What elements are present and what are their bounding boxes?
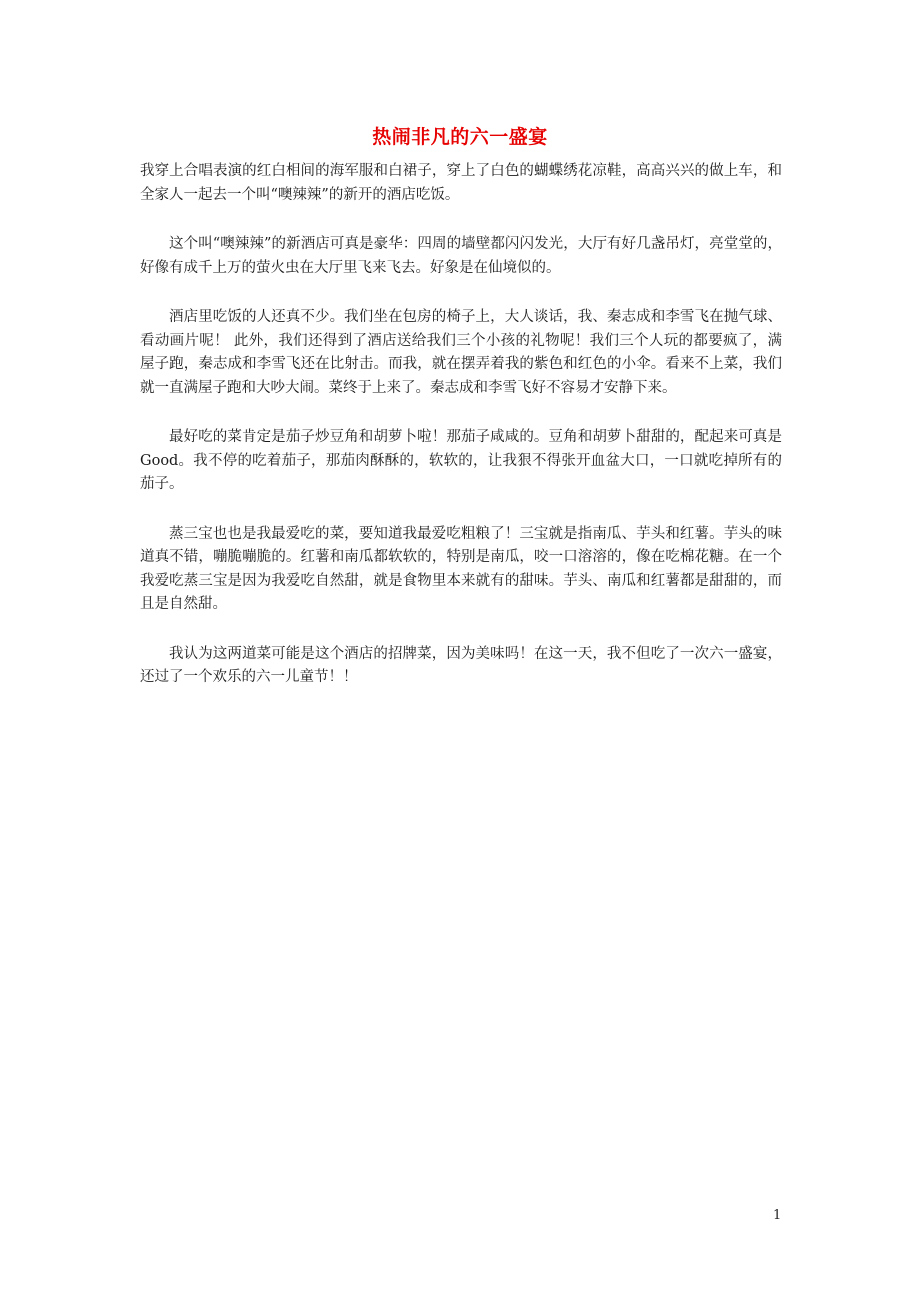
- document-body: [140, 160, 782, 716]
- page-number: 1: [773, 1208, 782, 1223]
- paragraph: 酒店里吃饭的人还真不少。我们坐在包房的椅子上，大人谈话，我、秦志成和李雪飞在抛气球、看动画片呢！ 此外，我们还得到了酒店送给我们三个小孩的礼物呢！我们三个人玩的都要疯了，满屋子跑，秦志成和李雪飞还在比射击。而我，就在摆弄着我的紫色和红色的小伞。看来不上菜，我们就一直满屋子跑和大吵大闹。菜终于上来了。秦志成和李雪飞好不容易才安静下来。: [140, 309, 782, 396]
- paragraph: 这个叫“噢辣辣”的新酒店可真是豪华：四周的墙壁都闪闪发光，大厅有好几盏吊灯，亮堂堂的，好像有成千上万的萤火虫在大厅里飞来飞去。好象是在仙境似的。: [140, 236, 782, 276]
- paragraph: 蒸三宝也也是我最爱吃的菜，要知道我最爱吃粗粮了！三宝就是指南瓜、芋头和红薯。芋头的味道真不错，嘣脆嘣脆的。红薯和南瓜都软软的，特别是南瓜，咬一口溶溶的，像在吃棉花糖。在一个我爱吃蒸三宝是因为我爱吃自然甜，就是食物里本来就有的甜味。芋头、南瓜和红薯都是甜甜的，而且是自然甜。: [140, 525, 782, 612]
- paragraph: 我穿上合唱表演的红白相间的海军服和白裙子，穿上了白色的蝴蝶绣花凉鞋，高高兴兴的做上车，和全家人一起去一个叫“噢辣辣”的新开的酒店吃饭。: [140, 163, 782, 203]
- paragraph: 我认为这两道菜可能是这个酒店的招牌菜，因为美味吗！在这一天，我不但吃了一次六一盛宴，还过了一个欢乐的六一儿童节！！: [140, 645, 782, 685]
- document-title: 热闹非凡的六一盛宴: [372, 126, 548, 148]
- paragraph: 最好吃的菜肯定是茄子炒豆角和胡萝卜啦！那茄子咸咸的。豆角和胡萝卜甜甜的，配起来可真是Good。我不停的吃着茄子，那茄肉酥酥的，软软的，让我狠不得张开血盆大口，一口就吃掉所有的茄子。: [140, 429, 782, 492]
